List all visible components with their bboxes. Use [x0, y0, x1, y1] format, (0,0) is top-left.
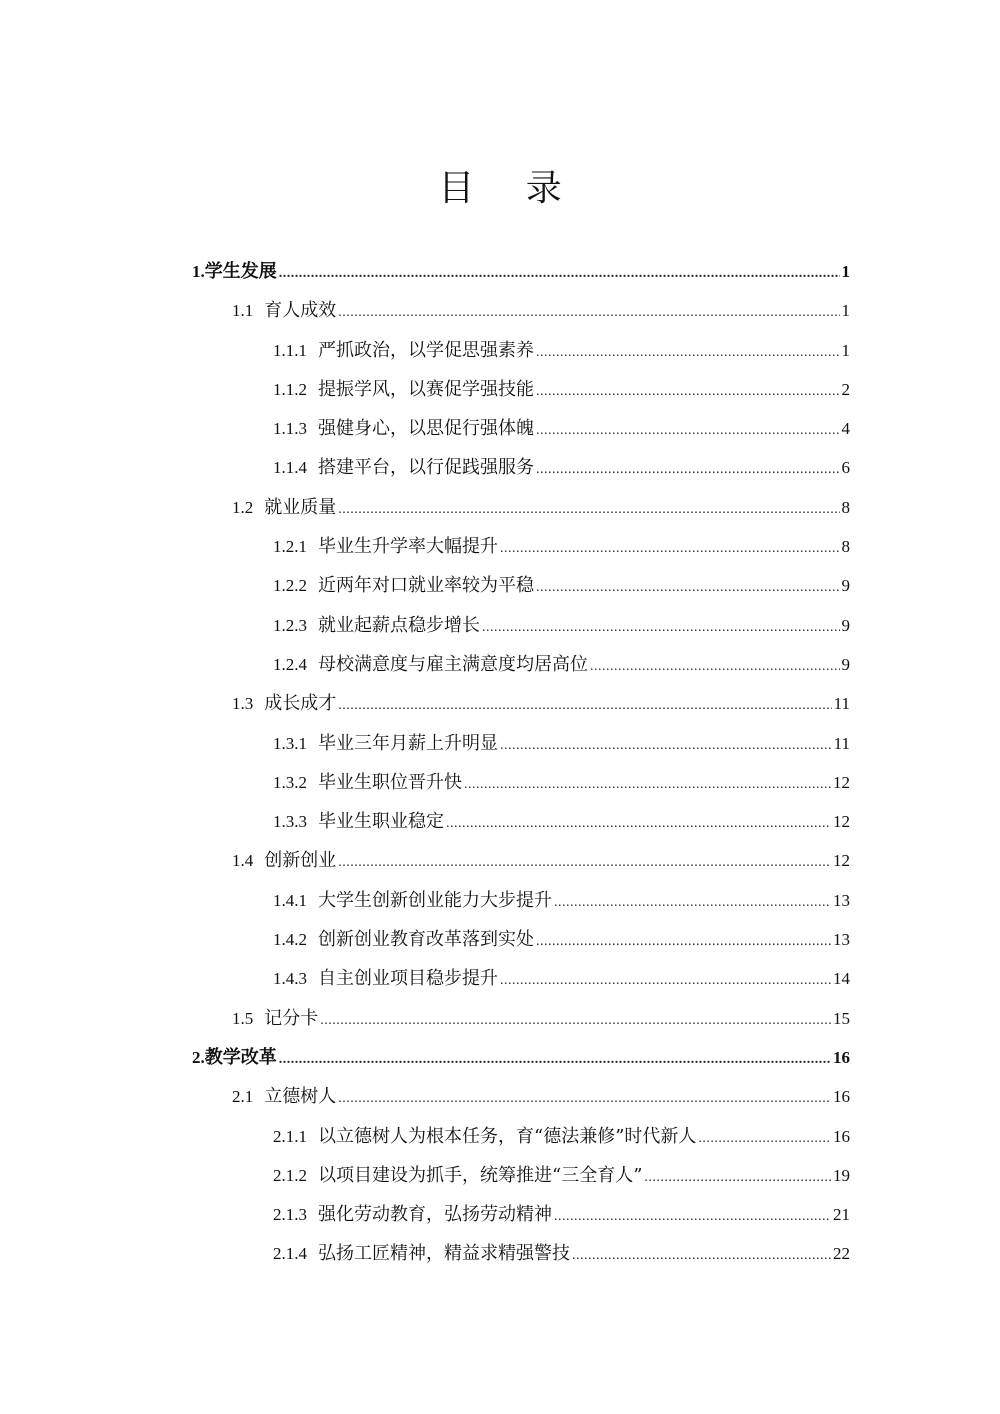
toc-entry-page-number: 1 [841, 340, 850, 360]
toc-entry[interactable] [0, 1195, 850, 1234]
toc-entry-number: 1.1.3 [273, 419, 307, 439]
toc-entry[interactable] [0, 331, 850, 370]
toc-entry-number: 1. [192, 262, 205, 281]
toc-entry-number: 2.1.4 [273, 1244, 307, 1264]
page-title: 目 录 [438, 168, 582, 209]
toc-entry-title: 学生发展 [204, 261, 277, 282]
toc-entry[interactable] [0, 763, 850, 802]
toc-entry-number: 1.4.2 [273, 930, 307, 950]
toc-entry-page-number: 12 [833, 812, 850, 832]
toc-entry-number: 2.1.1 [273, 1126, 307, 1146]
toc-entry-page-number: 19 [833, 1165, 850, 1185]
dot-leader [536, 333, 840, 372]
toc-entry-page-number: 8 [841, 497, 850, 517]
toc-entry-title: 创新创业教育改革落到实处 [318, 929, 534, 951]
toc-entry-page-number: 9 [841, 654, 850, 674]
toc-entry[interactable] [0, 448, 850, 487]
toc-entry-title: 育人成效 [264, 300, 337, 322]
toc-entry-title: 搭建平台，以行促践强服务 [318, 457, 534, 479]
toc-entry[interactable] [0, 881, 850, 920]
toc-entry-number: 2.1 [232, 1087, 254, 1107]
toc-entry-page-number: 13 [833, 890, 850, 910]
toc-entry-number: 2.1.3 [273, 1205, 307, 1225]
toc-entry-number: 1.3.3 [273, 812, 307, 832]
toc-entry[interactable] [0, 527, 850, 566]
toc-entry-page-number: 21 [833, 1205, 850, 1225]
toc-entry-title: 成长成才 [264, 693, 337, 715]
toc-entry-number: 1.2.1 [273, 537, 307, 557]
toc-entry[interactable] [0, 488, 850, 527]
toc-entry-page-number: 15 [833, 1008, 850, 1028]
dot-leader [698, 1119, 831, 1158]
toc-entry-page-number: 16 [833, 1047, 850, 1067]
toc-entry-title: 毕业三年月薪上升明显 [318, 732, 498, 754]
toc-entry-title: 毕业生升学率大幅提升 [318, 536, 498, 558]
toc-entry-page-number: 12 [833, 772, 850, 792]
toc-entry-page-number: 16 [833, 1087, 850, 1107]
toc-entry[interactable] [0, 841, 850, 880]
dot-leader [500, 529, 840, 568]
toc-entry-title: 大学生创新创业能力大步提升 [318, 889, 552, 911]
toc-entry-title: 严抓政治，以学促思强素养 [318, 339, 534, 361]
toc-entry-page-number: 11 [833, 733, 850, 753]
toc-entry-page-number: 14 [833, 969, 850, 989]
toc-entry[interactable] [0, 645, 850, 684]
toc-entry[interactable] [0, 959, 850, 998]
dot-leader [279, 1040, 831, 1079]
toc-list [0, 252, 850, 1274]
toc-entry-title: 以项目建设为抓手，统筹推进“三全育人” [318, 1164, 643, 1186]
toc-entry[interactable] [0, 566, 850, 605]
toc-entry-title: 就业起薪点稳步增长 [318, 614, 480, 636]
dot-leader [554, 1197, 831, 1236]
toc-entry[interactable] [0, 684, 850, 723]
toc-entry[interactable] [0, 1156, 850, 1195]
toc-entry-page-number: 6 [841, 458, 850, 478]
dot-leader [536, 568, 840, 607]
toc-entry[interactable] [0, 291, 850, 330]
toc-entry-number: 1.2.4 [273, 654, 307, 674]
toc-entry-title: 近两年对口就业率较为平稳 [318, 575, 534, 597]
toc-entry[interactable] [0, 252, 850, 291]
dot-leader [320, 1001, 831, 1040]
toc-entry[interactable] [0, 724, 850, 763]
toc-entry-number: 1.1.4 [273, 458, 307, 478]
toc-entry-number: 1.3.2 [273, 772, 307, 792]
toc-entry-page-number: 9 [841, 576, 850, 596]
toc-entry-title: 自主创业项目稳步提升 [318, 968, 498, 990]
toc-entry-number: 1.2.3 [273, 615, 307, 635]
toc-entry[interactable] [0, 409, 850, 448]
dot-leader [482, 608, 840, 647]
toc-entry-page-number: 16 [833, 1126, 850, 1146]
toc-entry[interactable] [0, 1077, 850, 1116]
toc-entry-number: 1.4.1 [273, 890, 307, 910]
dot-leader [536, 411, 840, 450]
toc-entry-title: 记分卡 [264, 1007, 319, 1029]
dot-leader [338, 490, 839, 529]
toc-entry-number: 1.4 [232, 851, 254, 871]
toc-entry[interactable] [0, 1038, 850, 1077]
toc-entry-page-number: 9 [841, 615, 850, 635]
toc-entry-title: 毕业生职业稳定 [318, 811, 444, 833]
dot-leader [338, 843, 831, 882]
dot-leader [536, 372, 840, 411]
dot-leader [554, 883, 831, 922]
table-of-contents [0, 252, 1000, 1274]
toc-entry-page-number: 13 [833, 930, 850, 950]
toc-entry-number: 2. [192, 1047, 205, 1067]
toc-entry-page-number: 1 [841, 262, 850, 281]
toc-entry[interactable] [0, 999, 850, 1038]
dot-leader [572, 1236, 831, 1275]
toc-entry[interactable] [0, 802, 850, 841]
dot-leader [644, 1158, 831, 1197]
toc-entry-number: 1.3 [232, 694, 254, 714]
dot-leader [500, 726, 832, 765]
dot-leader [536, 450, 840, 489]
toc-entry-title: 立德树人 [264, 1086, 337, 1108]
toc-entry-title: 母校满意度与雇主满意度均居高位 [318, 653, 588, 675]
toc-entry-title: 就业质量 [264, 496, 337, 518]
dot-leader [338, 1079, 831, 1118]
toc-entry-number: 1.2.2 [273, 576, 307, 596]
dot-leader [338, 293, 839, 332]
toc-entry-number: 1.4.3 [273, 969, 307, 989]
toc-entry-number: 1.5 [232, 1008, 254, 1028]
toc-entry[interactable] [0, 606, 850, 645]
dot-leader [536, 922, 831, 961]
toc-entry-title: 教学改革 [204, 1046, 277, 1068]
toc-entry-page-number: 4 [841, 419, 850, 439]
toc-entry-title: 毕业生职位晋升快 [318, 771, 462, 793]
toc-entry-page-number: 12 [833, 851, 850, 871]
toc-entry-title: 强化劳动教育，弘扬劳动精神 [318, 1204, 552, 1226]
toc-entry[interactable] [0, 370, 850, 409]
toc-entry-page-number: 11 [833, 694, 850, 714]
toc-entry-page-number: 8 [841, 537, 850, 557]
toc-entry-number: 1.1 [232, 301, 254, 321]
toc-entry[interactable] [0, 920, 850, 959]
toc-entry-title: 以立德树人为根本任务，育“德法兼修”时代新人 [318, 1125, 697, 1147]
toc-entry-title: 强健身心，以思促行强体魄 [318, 418, 534, 440]
dot-leader [590, 647, 840, 686]
toc-entry-page-number: 1 [841, 301, 850, 321]
toc-entry-title: 创新创业 [264, 850, 337, 872]
dot-leader [338, 686, 831, 725]
toc-entry[interactable] [0, 1234, 850, 1273]
dot-leader [279, 254, 840, 293]
dot-leader [446, 804, 831, 843]
toc-entry-number: 1.2 [232, 497, 254, 517]
dot-leader [500, 961, 831, 1000]
dot-leader [464, 765, 831, 804]
toc-entry-number: 1.3.1 [273, 733, 307, 753]
toc-entry-number: 2.1.2 [273, 1165, 307, 1185]
toc-entry[interactable] [0, 1117, 850, 1156]
toc-entry-page-number: 2 [841, 379, 850, 399]
toc-entry-title: 提振学风，以赛促学强技能 [318, 378, 534, 400]
toc-entry-title: 弘扬工匠精神，精益求精强警技 [318, 1243, 570, 1265]
toc-entry-number: 1.1.1 [273, 340, 307, 360]
toc-entry-page-number: 22 [833, 1244, 850, 1264]
toc-entry-number: 1.1.2 [273, 379, 307, 399]
